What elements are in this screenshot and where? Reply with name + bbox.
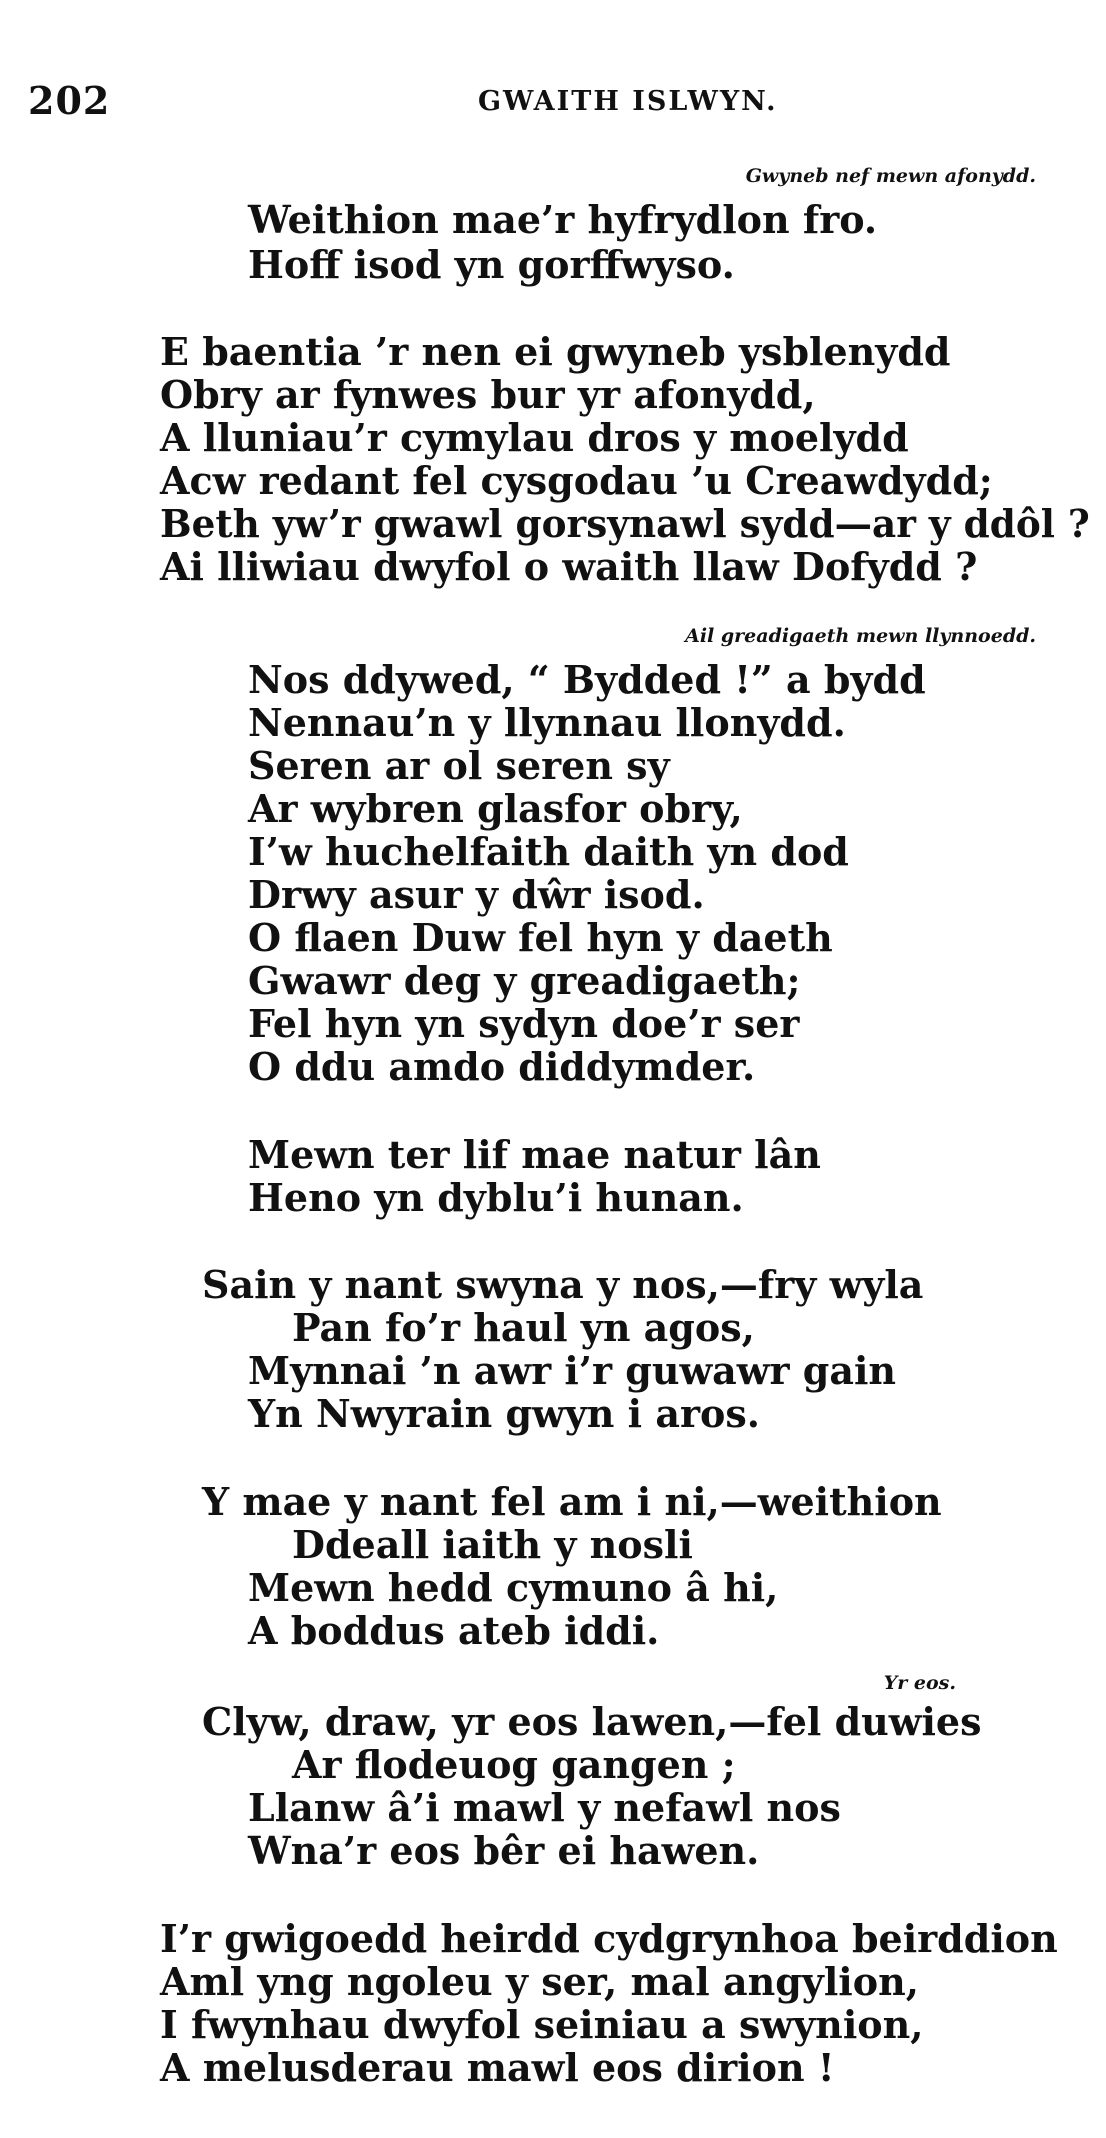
poem-line: O flaen Duw fel hyn y daeth (248, 915, 833, 960)
poem-line: Mewn hedd cymuno â hi, (248, 1565, 779, 1610)
poem-line: Acw redant fel cysgodau ’u Creawdydd; (160, 458, 993, 503)
poem-line: Gwawr deg y greadigaeth; (248, 958, 801, 1003)
poem-line: Ar flodeuog gangen ; (292, 1742, 736, 1787)
poem-line: Ai lliwiau dwyfol o waith llaw Dofydd ? (160, 544, 978, 589)
poem-line: O ddu amdo diddymder. (248, 1044, 756, 1089)
poem-line: I’w huchelfaith daith yn dod (248, 829, 849, 874)
poem-line: I’r gwigoedd heirdd cydgrynhoa beirddion (160, 1916, 1058, 1961)
poem-line: Aml yng ngoleu y ser, mal angylion, (160, 1959, 919, 2004)
margin-note: Yr eos. (883, 1672, 956, 1694)
poem-line: Ar wybren glasfor obry, (248, 786, 743, 831)
poem-line: Weithion mae’r hyfrydlon fro. (248, 197, 878, 242)
poem-line: Seren ar ol seren sy (248, 743, 670, 788)
poem-line: Clyw, draw, yr eos lawen,—fel duwies (202, 1699, 982, 1744)
margin-note: Ail greadigaeth mewn llynnoedd. (685, 625, 1036, 647)
poem-line: Obry ar fynwes bur yr afonydd, (160, 372, 816, 417)
poem-line: Y mae y nant fel am i ni,—weithion (202, 1479, 942, 1524)
poem-line: Heno yn dyblu’i hunan. (248, 1175, 744, 1220)
poem-line: Mewn ter lif mae natur lân (248, 1132, 821, 1177)
poem-line: Pan fo’r haul yn agos, (292, 1305, 755, 1350)
poem-line: A melusderau mawl eos dirion ! (160, 2045, 835, 2090)
poem-line: Nennau’n y llynnau llonydd. (248, 700, 846, 745)
poem-line: Yn Nwyrain gwyn i aros. (248, 1391, 760, 1436)
poem-line: I fwynhau dwyfol seiniau a swynion, (160, 2002, 924, 2047)
poem-line: Hoff isod yn gorffwyso. (248, 242, 735, 287)
poem-line: Ddeall iaith y nosli (292, 1522, 693, 1567)
poem-line: Nos ddywed, “ Bydded !” a bydd (248, 657, 926, 702)
poem-line: Llanw â’i mawl y nefawl nos (248, 1785, 841, 1830)
poem-line: Sain y nant swyna y nos,—fry wyla (202, 1262, 924, 1307)
poem-line: E baentia ’r nen ei gwyneb ysblenydd (160, 329, 951, 374)
poem-line: A lluniau’r cymylau dros y moelydd (160, 415, 909, 460)
page-number: 202 (28, 78, 111, 123)
poem-line: A boddus ateb iddi. (248, 1608, 660, 1653)
poem-line: Wna’r eos bêr ei hawen. (248, 1828, 760, 1873)
poem-line: Beth yw’r gwawl gorsynawl sydd—ar y ddôl ? (160, 501, 1090, 546)
poem-line: Mynnai ’n awr i’r guwawr gain (248, 1348, 897, 1393)
margin-note: Gwyneb nef mewn afonydd. (745, 165, 1036, 187)
poem-line: Drwy asur y dŵr isod. (248, 872, 705, 917)
poem-line: Fel hyn yn sydyn doe’r ser (248, 1001, 800, 1046)
running-head: GWAITH ISLWYN. (478, 86, 778, 117)
